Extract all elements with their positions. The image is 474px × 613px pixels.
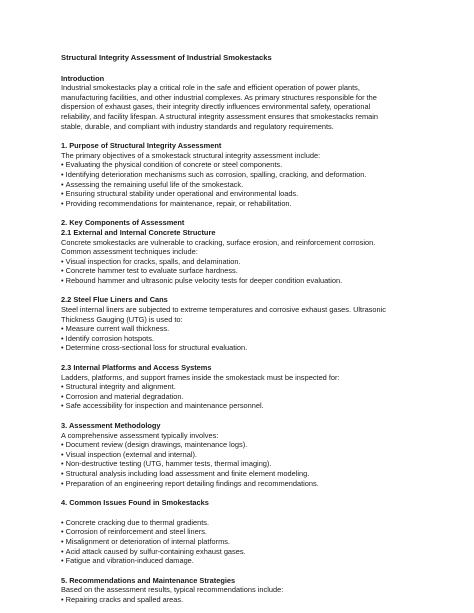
section-2-3-heading: 2.3 Internal Platforms and Access Systems xyxy=(61,363,212,373)
list-item: • Visual inspection (external and internal). xyxy=(61,450,461,460)
list-item: • Identifying deterioration mechanisms such as corrosion, spalling, cracking, and deformation. xyxy=(61,170,461,180)
section-5-lead: Based on the assessment results, typical recommendations include: xyxy=(61,585,284,595)
list-item: • Providing recommendations for maintenance, repair, or rehabilitation. xyxy=(61,199,461,209)
section-2-1-line: Concrete smokestacks are vulnerable to cracking, surface erosion, and reinforcement corrosion. xyxy=(61,237,376,247)
section-5-heading: 5. Recommendations and Maintenance Strategies xyxy=(61,575,236,585)
list-item: • Ensuring structural stability under operational and environmental loads. xyxy=(61,189,461,199)
list-item: • Safe accessibility for inspection and maintenance personnel. xyxy=(61,401,461,411)
list-item: • Identify corrosion hotspots. xyxy=(61,334,461,344)
list-item: • Preparation of an engineering report detailing findings and recommendations. xyxy=(61,479,461,489)
intro-line: dispersion of exhaust gases, their integrity directly influences environmental safety, operational xyxy=(61,102,371,112)
list-item: • Concrete cracking due to thermal gradients. xyxy=(61,518,461,528)
intro-line: Industrial smokestacks play a critical role in the safe and efficient operation of power plants, xyxy=(61,83,360,93)
section-2-2-list xyxy=(61,324,461,353)
intro-line: manufacturing facilities, and other industrial complexes. As primary structures responsible for the xyxy=(61,92,377,102)
section-2-2-line: Thickness Gauging (UTG) is used to: xyxy=(61,314,183,324)
section-2-3-list xyxy=(61,382,461,411)
section-1-heading: 1. Purpose of Structural Integrity Assessment xyxy=(61,141,222,151)
section-2-1-list xyxy=(61,257,461,286)
section-2-1-heading: 2.1 External and Internal Concrete Structure xyxy=(61,227,216,237)
list-item: • Evaluating the physical condition of concrete or steel components. xyxy=(61,160,461,170)
section-3-heading: 3. Assessment Methodology xyxy=(61,421,161,430)
section-4-list xyxy=(61,518,461,566)
list-item: • Document review (design drawings, maintenance logs). xyxy=(61,440,461,450)
document-title: Structural Integrity Assessment of Industrial Smokestacks xyxy=(61,53,272,62)
list-item: • Fatigue and vibration-induced damage. xyxy=(61,556,461,566)
list-item: • Acid attack caused by sulfur-containing exhaust gases. xyxy=(61,547,461,557)
document-page xyxy=(61,53,461,605)
list-item: • Rebound hammer and ultrasonic pulse velocity tests for deeper condition evaluation. xyxy=(61,276,461,286)
list-item: • Determine cross-sectional loss for structural evaluation. xyxy=(61,343,461,353)
list-item: • Structural integrity and alignment. xyxy=(61,382,461,392)
list-item: • Corrosion and material degradation. xyxy=(61,392,461,402)
section-2-1-line: Common assessment techniques include: xyxy=(61,247,198,257)
section-5-list xyxy=(61,595,461,605)
list-item: • Corrosion of reinforcement and steel liners. xyxy=(61,527,461,537)
list-item: • Non-destructive testing (UTG, hammer tests, thermal imaging). xyxy=(61,459,461,469)
section-2-3-line: Ladders, platforms, and support frames inside the smokestack must be inspected for: xyxy=(61,372,340,382)
section-1-list xyxy=(61,160,461,208)
section-3-list xyxy=(61,440,461,488)
list-item: • Measure current wall thickness. xyxy=(61,324,461,334)
list-item: • Misalignment or deterioration of internal platforms. xyxy=(61,537,461,547)
section-2-2-line: Steel internal liners are subjected to extreme temperatures and corrosive exhaust gases. Ultrasonic xyxy=(61,305,386,315)
list-item: • Visual inspection for cracks, spalls, and delamination. xyxy=(61,257,461,267)
intro-heading: Introduction xyxy=(61,73,105,83)
intro-line: reliability, and facility lifespan. A structural integrity assessment ensures that smokestacks remain xyxy=(61,111,378,121)
section-2-2-heading: 2.2 Steel Flue Liners and Cans xyxy=(61,295,168,305)
section-3-lead: A comprehensive assessment typically involves: xyxy=(61,430,219,440)
section-4-heading: 4. Common Issues Found in Smokestacks xyxy=(61,498,209,508)
section-1-lead: The primary objectives of a smokestack structural integrity assessment include: xyxy=(61,150,321,160)
intro-line: stable, durable, and compliant with industry standards and regulatory requirements. xyxy=(61,121,334,131)
list-item: • Repairing cracks and spalled areas. xyxy=(61,595,461,605)
list-item: • Concrete hammer test to evaluate surface hardness. xyxy=(61,266,461,276)
section-2-heading: 2. Key Components of Assessment xyxy=(61,218,185,228)
list-item: • Structural analysis including load assessment and finite element modeling. xyxy=(61,469,461,479)
list-item: • Assessing the remaining useful life of the smokestack. xyxy=(61,180,461,190)
